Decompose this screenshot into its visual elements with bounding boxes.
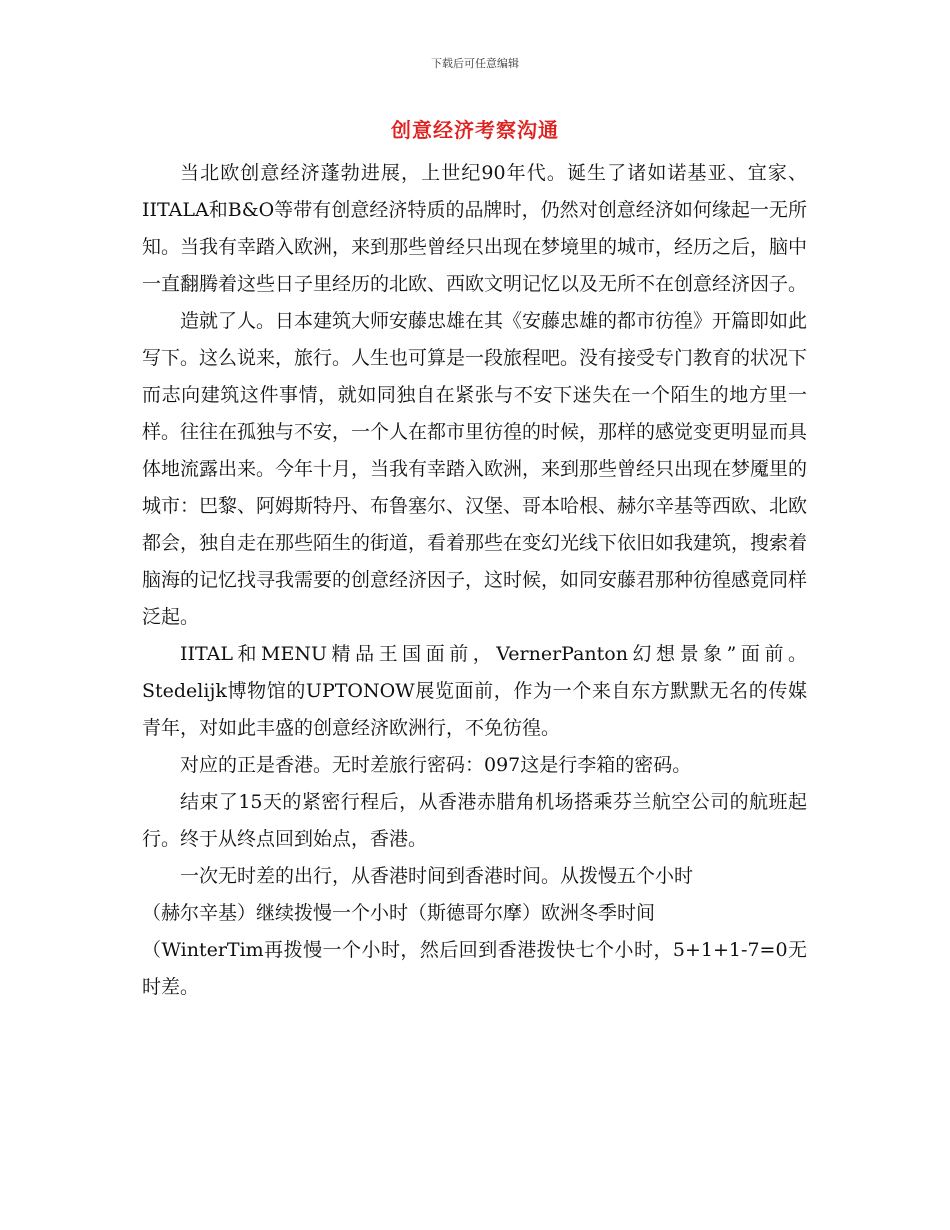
paragraph: 当北欧创意经济蓬勃进展，上世纪90年代。诞生了诸如诺基亚、宜家、IITALA和B&O等带有创意经济特质的品牌时，仍然对创意经济如何缘起一无所知。当我有幸踏入欧洲，来到那些曾经只出现在梦境里的城市，经历之后，脑中一直翻腾着这些日子里经历的北欧、西欧文明记忆以及无所不在创意经济因子。 (142, 162, 808, 295)
header-note: 下载后可任意编辑 (431, 57, 519, 70)
paragraph: 对应的正是香港。无时差旅行密码：097这是行李箱的密码。 (180, 754, 692, 776)
paragraph: IITAL和MENU精品王国面前，VernerPanton幻想景象”面前。Stedelijk博物馆的UPTONOW展览面前，作为一个来自东方默默无名的传媒青年，对如此丰盛的创意经济欧洲行，不免彷徨。 (142, 643, 807, 739)
document-body (142, 155, 807, 1006)
paragraph: 结束了15天的紧密行程后，从香港赤腊角机场搭乘芬兰航空公司的航班起行。终于从终点回到始点，香港。 (142, 791, 807, 850)
paragraph-continuation: （赫尔辛基）继续拨慢一个小时（斯德哥尔摩）欧洲冬季时间 (142, 902, 656, 924)
paragraph-continuation: （WinterTim再拨慢一个小时，然后回到香港拨快七个小时，5+1+1-7=0无时差。 (142, 939, 807, 998)
paragraph: 一次无时差的出行，从香港时间到香港时间。从拨慢五个小时 (180, 865, 694, 887)
document-title: 创意经济考察沟通 (391, 118, 559, 142)
paragraph: 造就了人。日本建筑大师安藤忠雄在其《安藤忠雄的都市彷徨》开篇即如此写下。这么说来，旅行。人生也可算是一段旅程吧。没有接受专门教育的状况下而志向建筑这件事情，就如同独自在紧张与不安下迷失在一个陌生的地方里一样。往往在孤独与不安，一个人在都市里彷徨的时候，那样的感觉变更明显而具体地流露出来。今年十月，当我有幸踏入欧洲，来到那些曾经只出现在梦魇里的城市：巴黎、阿姆斯特丹、布鲁塞尔、汉堡、哥本哈根、赫尔辛基等西欧、北欧都会，独自走在那些陌生的街道，看着那些在变幻光线下依旧如我建筑，搜索着脑海的记忆找寻我需要的创意经济因子，这时候，如同安藤君那种彷徨感竟同样泛起。 (142, 310, 808, 628)
